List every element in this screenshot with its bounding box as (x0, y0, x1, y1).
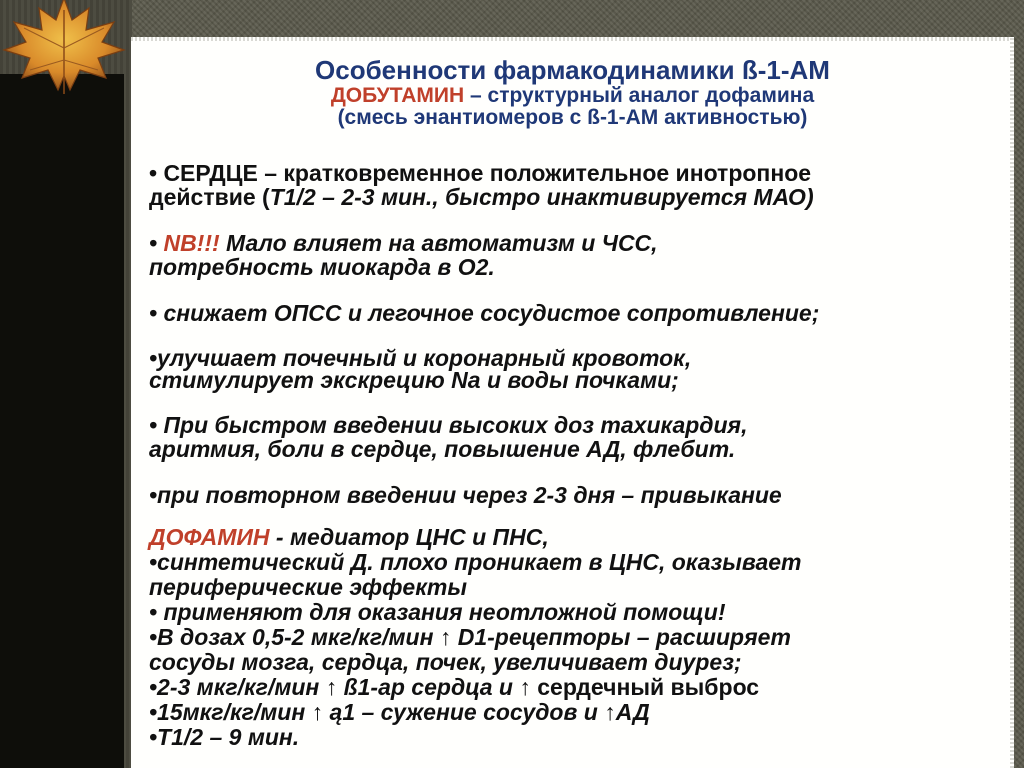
dopamine-section (149, 525, 1009, 750)
bullet-renal-line2: стимулирует экскрецию Na и воды почками; (149, 367, 679, 393)
bullet-heart-line2-a: действие ( (149, 184, 270, 210)
bullet-heart-line2-b: T1/2 – 2-3 мин., быстро инактивируется МАО) (269, 184, 814, 210)
bullet-fast-dose (149, 413, 1009, 461)
dopamine-line6-b: сердечный выброс (537, 674, 760, 700)
left-dark-bar (0, 74, 124, 768)
dopamine-head-rest: - медиатор ЦНС и ПНС, (269, 524, 549, 550)
dopamine-line3: • применяют для оказания неотложной помощи! (149, 599, 726, 625)
slide-content (131, 37, 1014, 768)
dopamine-line2: периферические эффекты (149, 574, 467, 600)
bullet-tolerance-line: •при повторном введении через 2-3 дня – привыкание (149, 482, 782, 508)
bullet-tolerance (149, 483, 1009, 507)
subtitle (131, 85, 1014, 107)
bullet-opss-line: • снижает ОПСС и легочное сосудистое сопротивление; (149, 300, 820, 326)
maple-leaf-icon (0, 0, 134, 100)
bullet-nb (149, 231, 1009, 279)
dopamine-line4: •В дозах 0,5-2 мкг/кг/мин ↑ D1-рецепторы – расширяет (149, 624, 791, 650)
bullet-fast-dose-line1: • При быстром введении высоких доз тахикардия, (149, 412, 748, 438)
slide-body (149, 161, 1009, 750)
dopamine-line7: •15мкг/кг/мин ↑ ą1 – сужение сосудов и ↑АД (149, 699, 650, 725)
bullet-nb-flag: NB!!! (163, 230, 220, 256)
bullet-heart-line2 (149, 185, 1009, 209)
dopamine-line8: •T1/2 – 9 мин. (149, 724, 300, 750)
dopamine-head (149, 525, 1009, 550)
dopamine-line1: •синтетический Д. плохо проникает в ЦНС, оказывает (149, 549, 802, 575)
dopamine-head-accent: ДОФАМИН (149, 524, 270, 550)
bullet-nb-dot: • (149, 230, 164, 256)
bullet-nb-line1 (149, 231, 1009, 255)
dopamine-line5: сосуды мозга, сердца, почек, увеличивает диурез; (149, 649, 742, 675)
bullet-heart-line1: • СЕРДЦЕ – кратковременное положительное инотропное (149, 160, 812, 186)
bullet-opss (149, 301, 1009, 325)
dopamine-line6-a: •2-3 мкг/кг/мин ↑ ß1-ар сердца и ↑ (149, 674, 538, 700)
subtitle-2: (смесь энантиомеров с ß-1-АМ активностью) (337, 106, 808, 129)
bullet-nb-line2: потребность миокарда в О2. (149, 254, 495, 280)
bullet-renal (149, 347, 1009, 391)
subtitle-rest: – структурный аналог дофамина (464, 84, 815, 107)
subtitle-accent: ДОБУТАМИН (330, 84, 465, 107)
bullet-fast-dose-line2: аритмия, боли в сердце, повышение АД, флебит. (149, 436, 736, 462)
bullet-renal-line1: •улучшает почечный и коронарный кровоток, (149, 345, 692, 371)
title-block (131, 55, 1014, 129)
bullet-heart (149, 161, 1009, 209)
bullet-nb-rest: Мало влияет на автоматизм и ЧСС, (219, 230, 658, 256)
page-title: Особенности фармакодинамики ß-1-АМ (315, 55, 830, 85)
dopamine-line6 (149, 675, 1009, 700)
